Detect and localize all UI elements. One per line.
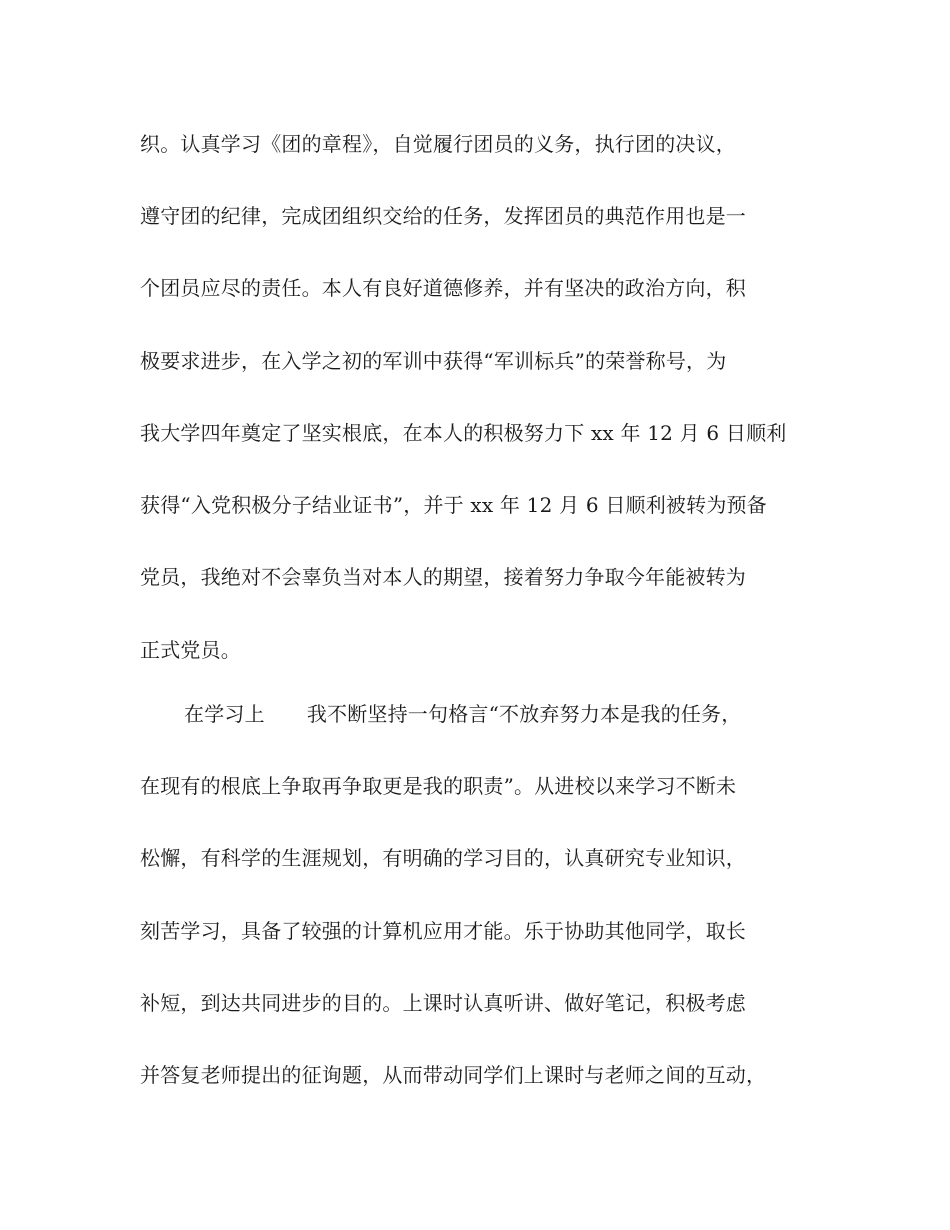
text-line: 织。认真学习《团的章程》，自觉履行团员的义务，执行团的决议， bbox=[140, 132, 736, 156]
text-line: 党员，我绝对不会辜负当对本人的期望，接着努力争取今年能被转为 bbox=[140, 565, 746, 589]
text-line: 正式党员。 bbox=[140, 638, 241, 662]
section-heading: 在学习上 bbox=[184, 702, 265, 726]
text-line: 在现有的根底上争取再争取更是我的职责”。从进校以来学习不断未 bbox=[140, 774, 737, 798]
text-line: 极要求进步，在入学之初的军训中获得“军训标兵”的荣誉称号，为 bbox=[140, 349, 727, 373]
text-line: 个团员应尽的责任。本人有良好道德修养，并有坚决的政治方向，积 bbox=[140, 276, 746, 300]
text-line: 补短，到达共同进步的目的。上课时认真听讲、做好笔记，积极考虑 bbox=[140, 991, 746, 1015]
text-line: 并答复老师提出的征询题，从而带动同学们上课时与老师之间的互动， bbox=[140, 1063, 767, 1087]
text-line: 松懈，有科学的生涯规划，有明确的学习目的，认真研究专业知识， bbox=[140, 846, 746, 870]
paragraph-first-line bbox=[184, 701, 864, 727]
text-line: 刻苦学习，具备了较强的计算机应用才能。乐于协助其他同学，取长 bbox=[140, 919, 746, 943]
text-span: 我不断坚持一句格言“不放弃努力本是我的任务， bbox=[306, 702, 742, 726]
text-line: 获得“入党积极分子结业证书”，并于 xx 年 12 月 6 日顺利被转为预备 bbox=[140, 493, 767, 517]
text-line: 我大学四年奠定了坚实根底，在本人的积极努力下 xx 年 12 月 6 日顺利 bbox=[140, 421, 787, 445]
text-line: 遵守团的纪律，完成团组织交给的任务，发挥团员的典范作用也是一 bbox=[140, 204, 746, 228]
